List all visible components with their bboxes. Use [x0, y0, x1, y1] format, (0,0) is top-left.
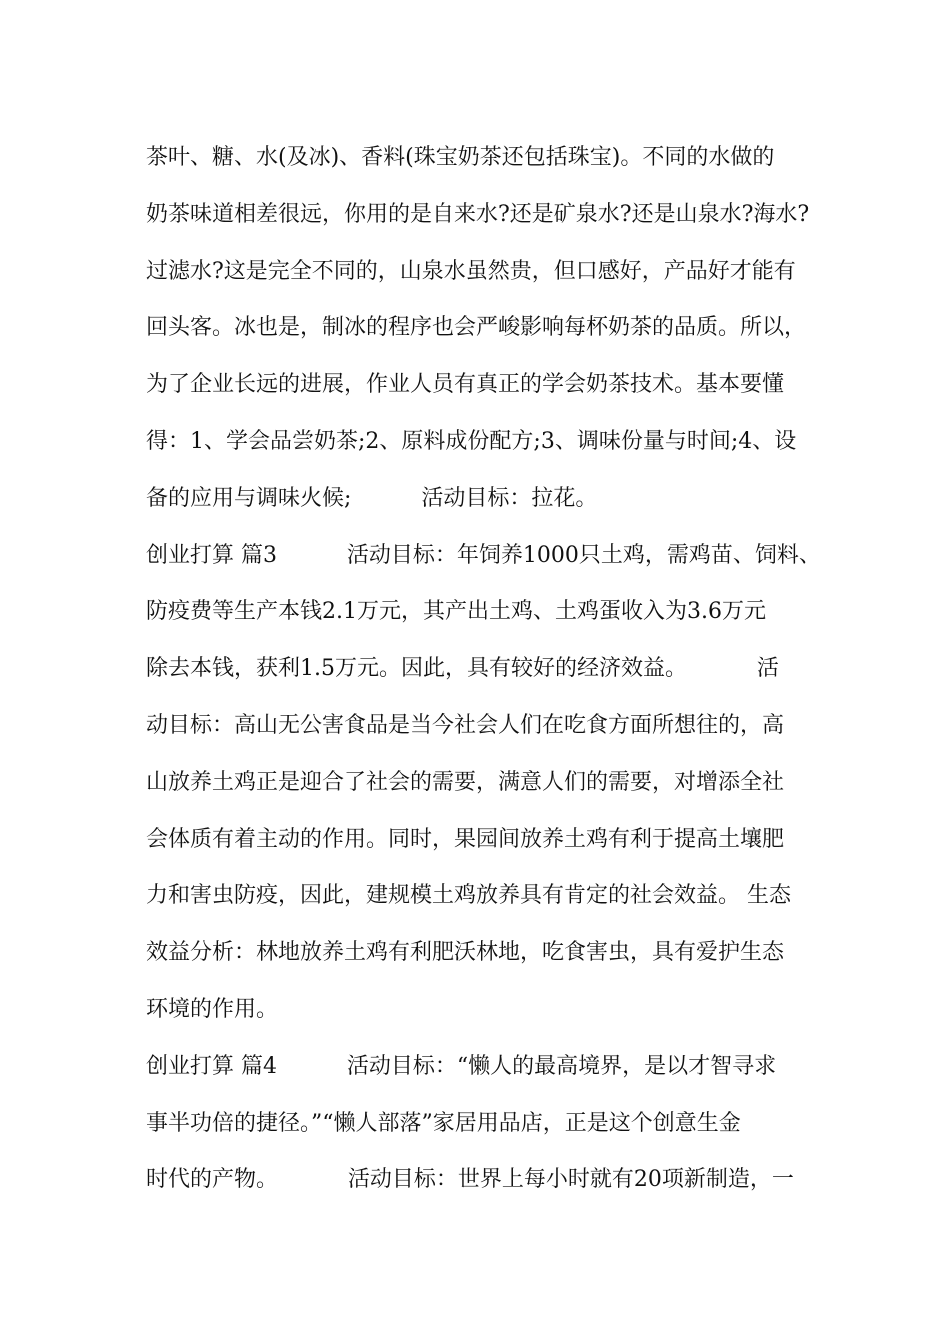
- text-line: 动目标：高山无公害食品是当今社会人们在吃食方面所想往的，高: [146, 712, 785, 738]
- text-line: 防疫费等生产本钱2.1万元，其产出土鸡、土鸡蛋收入为3.6万元: [146, 599, 766, 625]
- text-line: 得：1、学会品尝奶茶;2、原料成份配方;3、调味份量与时间;4、设: [146, 428, 797, 454]
- text-line: 回头客。冰也是，制冰的程序也会严峻影响每杯奶茶的品质。所以，: [146, 315, 807, 341]
- text-line: 山放养土鸡正是迎合了社会的需要，满意人们的需要，对增添全社: [146, 769, 785, 795]
- text-line: 效益分析：林地放养土鸡有利肥沃林地，吃食害虫，具有爱护生态: [146, 940, 785, 966]
- section-heading-line: 创业打算 篇3 活动目标：年饲养1000只土鸡，需鸡苗、饲料、: [146, 542, 821, 568]
- text-line: 除去本钱，获利1.5万元。因此，具有较好的经济效益。 活: [146, 656, 779, 682]
- text-line: 事半功倍的捷径。”“懒人部落”家居用品店，正是这个创意生金: [146, 1110, 741, 1136]
- text-line: 环境的作用。: [146, 996, 279, 1022]
- text-line: 奶茶味道相差很远，你用的是自来水?还是矿泉水?还是山泉水?海水?: [146, 201, 810, 227]
- section-heading-line: 创业打算 篇4 活动目标：“懒人的最高境界，是以才智寻求: [146, 1053, 777, 1079]
- text-line: 时代的产物。 活动目标：世界上每小时就有20项新制造，一: [146, 1167, 794, 1193]
- text-line: 力和害虫防疫，因此，建规模土鸡放养具有肯定的社会效益。 生态: [146, 883, 791, 909]
- body-text: [146, 130, 826, 1209]
- text-line: 备的应用与调味火候; 活动目标：拉花。: [146, 485, 598, 511]
- text-line: 为了企业长远的进展，作业人员有真正的学会奶茶技术。基本要懂: [146, 372, 785, 398]
- text-line: 茶叶、糖、水(及冰)、香料(珠宝奶茶还包括珠宝)。不同的水做的: [146, 145, 775, 170]
- text-line: 会体质有着主动的作用。同时，果园间放养土鸡有利于提高土壤肥: [146, 826, 785, 852]
- text-line: 过滤水?这是完全不同的，山泉水虽然贵，但口感好，产品好才能有: [146, 258, 796, 284]
